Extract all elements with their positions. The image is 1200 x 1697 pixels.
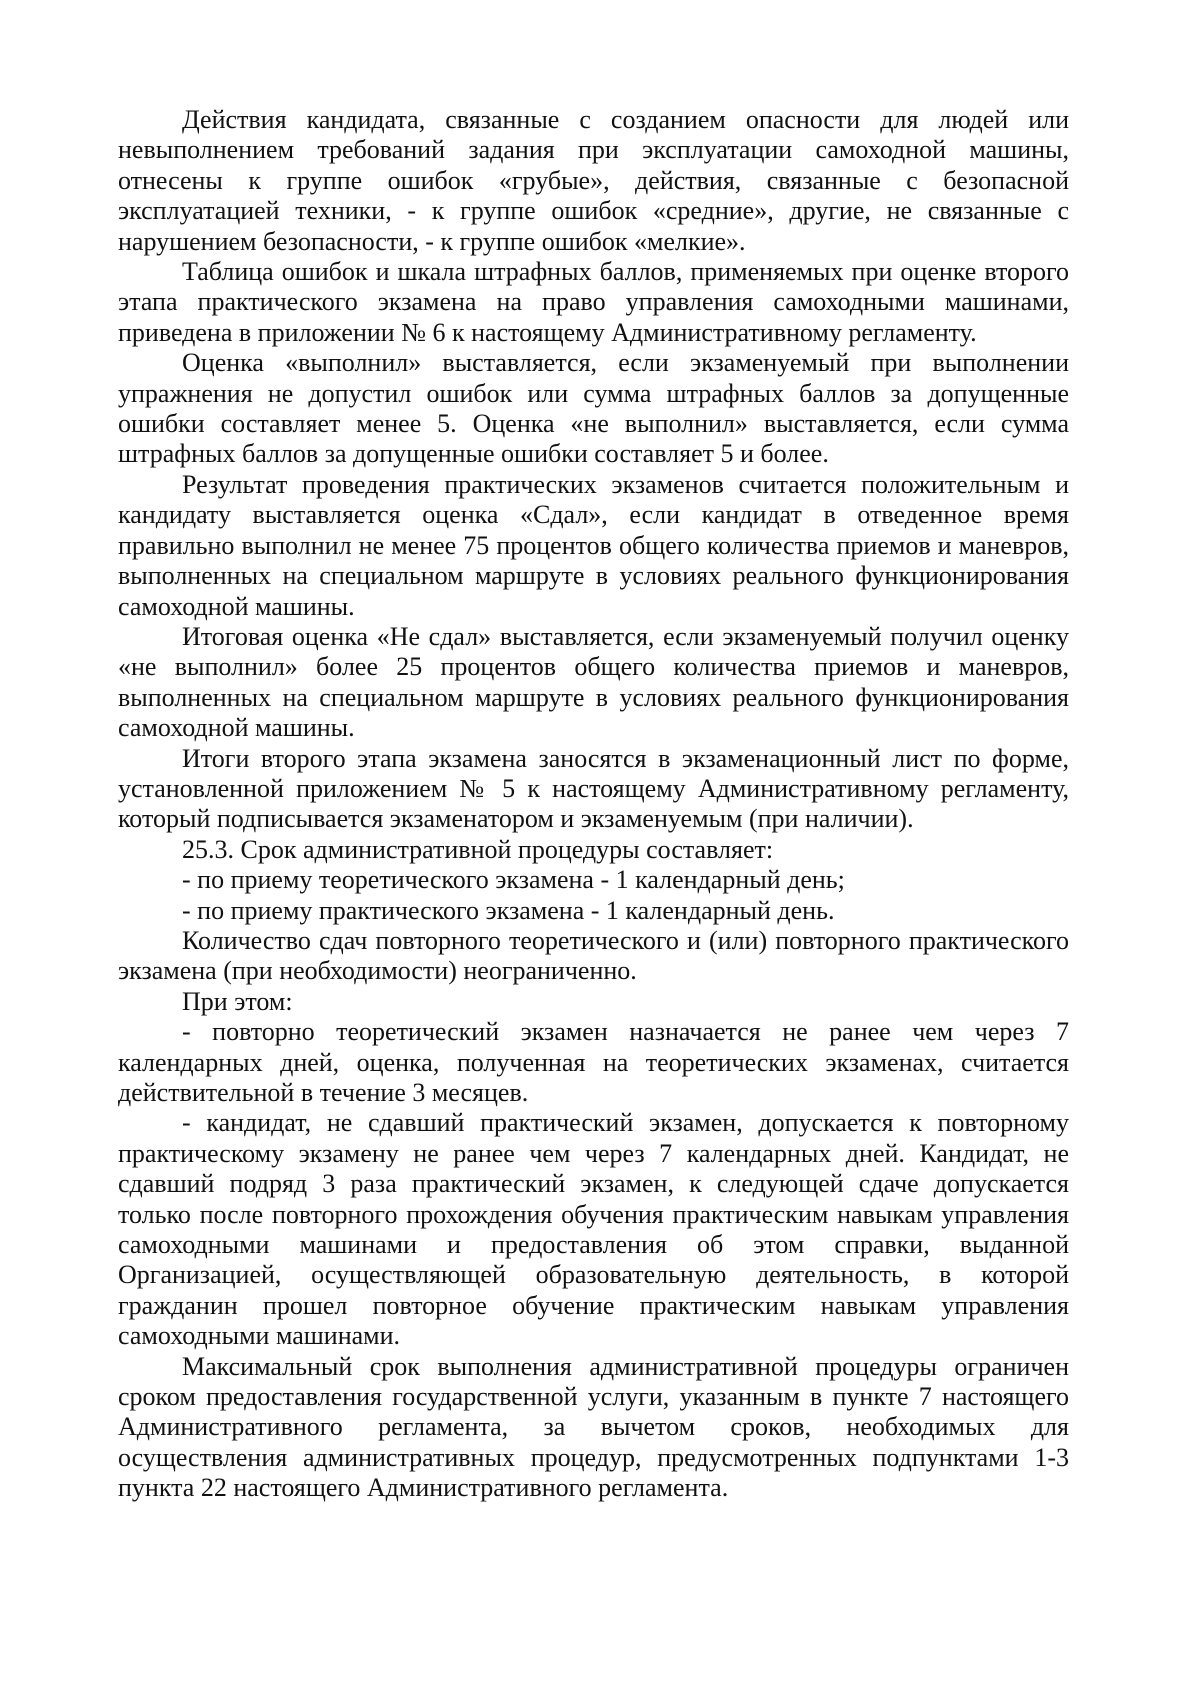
paragraph-procedure-term: 25.3. Срок административной процедуры составляет: — [182, 834, 774, 864]
list-item-theory-retake: - повторно теоретический экзамен назначается не ранее чем через 7 календарных дней, оценка, полученная на теоретических экзаменах, считается действительной в течение 3 месяцев. — [118, 1017, 1069, 1107]
list-item-theory-term: - по приему теоретического экзамена - 1 календарный день; — [182, 865, 845, 895]
list-item-practice-term: - по приему практического экзамена - 1 календарный день. — [182, 895, 835, 925]
paragraph-exam-result-failed: Итоговая оценка «Не сдал» выставляется, если экзаменуемый получил оценку «не выполнил» более 25 процентов общего количества приемов и маневров, выполненных на специальном маршруте в условиях реального функционирования самоходной машины. — [118, 621, 1069, 743]
paragraph-grade-completed: Оценка «выполнил» выставляется, если экзаменуемый при выполнении упражнения не допустил ошибок или сумма штрафных баллов за допущенные ошибки составляет менее 5. Оценка «не выполнил» выставляется, если сумма штрафных баллов за допущенные ошибки составляет 5 и более. — [118, 348, 1069, 469]
paragraph-error-groups: Действия кандидата, связанные с созданием опасности для людей или невыполнением требований задания при эксплуатации самоходной машины, отнесены к группе ошибок «грубые», действия, связанные с безопасной эксплуатацией техники, - к группе ошибок «средние», другие, не связанные с нарушением безопасности, - к группе ошибок «мелкие». — [118, 105, 1069, 256]
paragraph-at-that: При этом: — [182, 986, 293, 1016]
paragraph-exam-sheet: Итоги второго этапа экзамена заносятся в экзаменационный лист по форме, установленной приложением № 5 к настоящему Административному регламенту, который подписывается экзаменатором и экзаменуемым (при наличии). — [118, 743, 1069, 834]
document-page — [118, 105, 1069, 1504]
list-item-practice-retake: - кандидат, не сдавший практический экзамен, допускается к повторному практическому экзамену не ранее чем через 7 календарных дней. Кандидат, не сдавший подряд 3 раза практический экзамен, к следующей сдаче допускается только после повторного прохождения обучения практическим навыкам управления самоходными машинами и предоставления об этом справки, выданной Организацией, осуществляющей образовательную деятельность, в которой гражданин прошел повторное обучение практическим навыкам управления самоходными машинами. — [118, 1108, 1069, 1351]
paragraph-max-term: Максимальный срок выполнения административной процедуры ограничен сроком предоставления государственной услуги, указанным в пункте 7 настоящего Административного регламента, за вычетом сроков, необходимых для осуществления административных процедур, предусмотренных подпунктами 1-3 пункта 22 настоящего Административного регламента. — [118, 1351, 1069, 1503]
paragraph-error-table: Таблица ошибок и шкала штрафных баллов, применяемых при оценке второго этапа практического экзамена на право управления самоходными машинами, приведена в приложении № 6 к настоящему Административному регламенту. — [118, 257, 1069, 347]
paragraph-retake-count: Количество сдач повторного теоретического и (или) повторного практического экзамена (при необходимости) неограниченно. — [118, 925, 1069, 986]
paragraph-exam-result-passed: Результат проведения практических экзаменов считается положительным и кандидату выставляется оценка «Сдал», если кандидат в отведенное время правильно выполнил не менее 75 процентов общего количества приемов и маневров, выполненных на специальном маршруте в условиях реального функционирования самоходной машины. — [118, 469, 1069, 621]
